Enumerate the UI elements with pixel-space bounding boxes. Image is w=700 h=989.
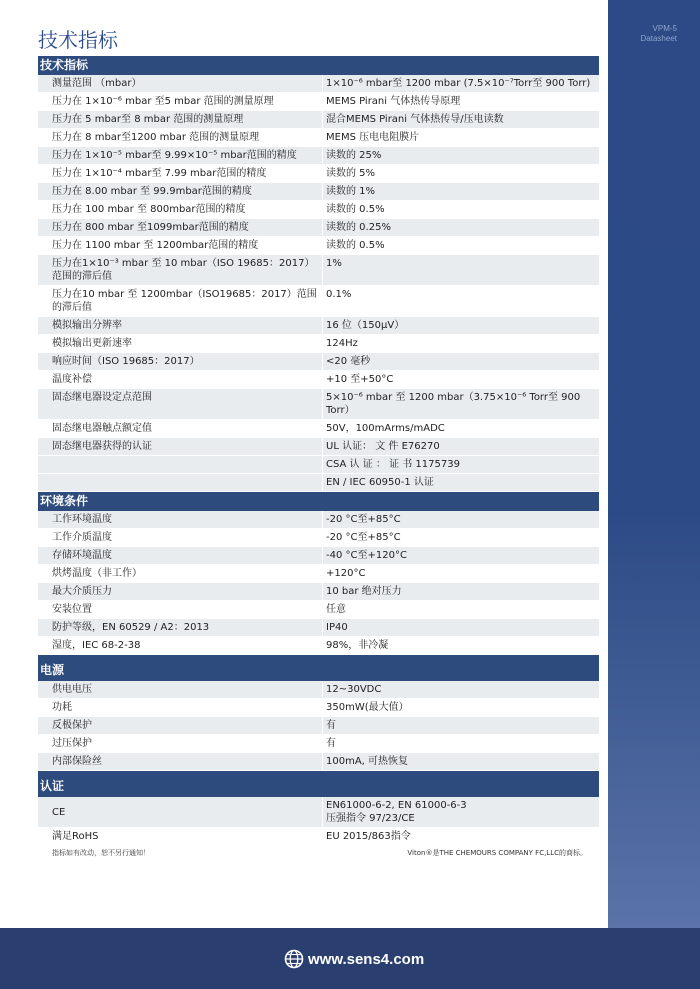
table-row — [38, 699, 599, 717]
row-label: 压力在 1×10⁻⁶ mbar 至5 mbar 范围的测量原理 — [38, 93, 322, 110]
page-title: 技术指标 — [38, 28, 118, 52]
row-value: 有 — [322, 735, 599, 752]
row-label: 压力在 800 mbar 至1099mbar范围的精度 — [38, 219, 322, 236]
table-row — [38, 456, 599, 474]
row-label: 过压保护 — [38, 735, 322, 752]
row-label: 烘烤温度（非工作） — [38, 565, 322, 582]
table-row — [38, 147, 599, 165]
row-label: 模拟输出分辨率 — [38, 317, 322, 334]
row-value: 16 位（150μV） — [322, 317, 599, 334]
row-value: 1×10⁻⁶ mbar至 1200 mbar (7.5×10⁻⁷Torr至 900 Torr) — [322, 75, 599, 92]
row-label — [38, 456, 322, 473]
section-header-specs: 技术指标 — [38, 56, 599, 75]
table-row — [38, 237, 599, 255]
table-row — [38, 753, 599, 771]
website-url: www.sens4.com — [308, 950, 425, 968]
row-label: 固态继电器设定点范围 — [38, 389, 322, 419]
row-value: 混合MEMS Pirani 气体热传导/压电读数 — [322, 111, 599, 128]
table-row — [38, 681, 599, 699]
row-value: 98%，非冷凝 — [322, 637, 599, 654]
row-value: 124Hz — [322, 335, 599, 352]
row-value: -20 °C至+85°C — [322, 529, 599, 546]
table-row — [38, 565, 599, 583]
table-row — [38, 735, 599, 753]
row-label: 工作介质温度 — [38, 529, 322, 546]
row-value: EN / IEC 60950-1 认证 — [322, 474, 599, 491]
table-row — [38, 828, 599, 846]
row-value: 12~30VDC — [322, 681, 599, 698]
section-header-power: 电源 — [38, 655, 599, 681]
table-row — [38, 583, 599, 601]
row-value: IP40 — [322, 619, 599, 636]
row-value: 读数的 0.5% — [322, 201, 599, 218]
row-value: 50V，100mArms/mADC — [322, 420, 599, 437]
row-label: 压力在 1×10⁻⁵ mbar至 9.99×10⁻⁵ mbar范围的精度 — [38, 147, 322, 164]
row-label: 最大介质压力 — [38, 583, 322, 600]
table-row — [38, 619, 599, 637]
side-band — [608, 0, 700, 928]
row-value: 5×10⁻⁶ mbar 至 1200 mbar（3.75×10⁻⁶ Torr至 900 Torr） — [322, 389, 599, 419]
row-value: CSA 认 证 ： 证 书 1175739 — [322, 456, 599, 473]
table-row — [38, 93, 599, 111]
row-label: 满足RoHS — [38, 828, 322, 845]
row-value: 1% — [322, 255, 599, 285]
table-row — [38, 474, 599, 492]
table-row — [38, 286, 599, 317]
row-value: 读数的 1% — [322, 183, 599, 200]
row-label: 工作环境温度 — [38, 511, 322, 528]
row-value: -20 °C至+85°C — [322, 511, 599, 528]
row-label: 安装位置 — [38, 601, 322, 618]
doc-code — [641, 24, 677, 44]
row-value: 有 — [322, 717, 599, 734]
table-row — [38, 371, 599, 389]
table-row — [38, 219, 599, 237]
doc-code-label: VPM-5 — [652, 24, 677, 33]
row-value: -40 °C至+120°C — [322, 547, 599, 564]
row-label: 测量范围 （mbar） — [38, 75, 322, 92]
table-row — [38, 389, 599, 420]
row-label: 固态继电器触点额定值 — [38, 420, 322, 437]
row-value: 读数的 5% — [322, 165, 599, 182]
row-label: 压力在 8.00 mbar 至 99.9mbar范围的精度 — [38, 183, 322, 200]
row-label: 防护等级，EN 60529 / A2：2013 — [38, 619, 322, 636]
row-value: UL 认证： 文 件 E76270 — [322, 438, 599, 455]
table-row — [38, 637, 599, 655]
row-label: 存储环境温度 — [38, 547, 322, 564]
doc-type-label: Datasheet — [640, 34, 677, 43]
table-row — [38, 511, 599, 529]
table-row — [38, 797, 599, 828]
row-value: MEMS Pirani 气体热传导原理 — [322, 93, 599, 110]
table-row — [38, 529, 599, 547]
change-notice: 指标如有改动，恕不另行通知！ — [52, 849, 150, 857]
row-label: 压力在 1×10⁻⁴ mbar至 7.99 mbar范围的精度 — [38, 165, 322, 182]
row-label: 压力在 5 mbar至 8 mbar 范围的测量原理 — [38, 111, 322, 128]
globe-icon — [284, 949, 304, 969]
row-value: EU 2015/863指令 — [322, 828, 599, 845]
row-value: 任意 — [322, 601, 599, 618]
table-row — [38, 420, 599, 438]
row-value: MEMS 压电电阻膜片 — [322, 129, 599, 146]
row-label: 压力在10 mbar 至 1200mbar（ISO19685：2017）范围的滞后值 — [38, 286, 322, 316]
table-row — [38, 438, 599, 456]
row-label: 固态继电器获得的认证 — [38, 438, 322, 455]
table-row — [38, 183, 599, 201]
row-label: 模拟输出更新速率 — [38, 335, 322, 352]
table-row — [38, 111, 599, 129]
table-row — [38, 317, 599, 335]
trademark-note: Viton®是THE CHEMOURS COMPANY FC,LLC的商标。 — [407, 849, 587, 857]
table-row — [38, 717, 599, 735]
row-label: 供电电压 — [38, 681, 322, 698]
row-label: 响应时间（ISO 19685：2017） — [38, 353, 322, 370]
row-value: 10 bar 绝对压力 — [322, 583, 599, 600]
row-label: 内部保险丝 — [38, 753, 322, 770]
row-label: 压力在 8 mbar至1200 mbar 范围的测量原理 — [38, 129, 322, 146]
table-row — [38, 75, 599, 93]
row-label — [38, 474, 322, 491]
row-label: 反极保护 — [38, 717, 322, 734]
footnotes — [38, 848, 599, 858]
row-value: 350mW(最大值） — [322, 699, 599, 716]
footer-band — [0, 928, 700, 989]
section-header-environment: 环境条件 — [38, 492, 599, 511]
website-link[interactable] — [284, 948, 424, 970]
row-label: CE — [38, 797, 322, 827]
table-row — [38, 601, 599, 619]
row-value: +120°C — [322, 565, 599, 582]
table-row — [38, 335, 599, 353]
row-label: 压力在1×10⁻³ mbar 至 10 mbar（ISO 19685：2017）范围的滞后值 — [38, 255, 322, 285]
table-row — [38, 201, 599, 219]
row-label: 功耗 — [38, 699, 322, 716]
table-row — [38, 353, 599, 371]
section-header-certification: 认证 — [38, 771, 599, 797]
row-value: 读数的 0.5% — [322, 237, 599, 254]
table-row — [38, 255, 599, 286]
row-value: <20 毫秒 — [322, 353, 599, 370]
spec-table — [38, 56, 599, 858]
row-label: 压力在 1100 mbar 至 1200mbar范围的精度 — [38, 237, 322, 254]
row-value: 读数的 0.25% — [322, 219, 599, 236]
row-label: 压力在 100 mbar 至 800mbar范围的精度 — [38, 201, 322, 218]
table-row — [38, 547, 599, 565]
row-value: 读数的 25% — [322, 147, 599, 164]
row-value: 100mA, 可热恢复 — [322, 753, 599, 770]
row-value: EN61000-6-2, EN 61000-6-3 压强指令 97/23/CE — [322, 797, 599, 827]
row-label: 湿度，IEC 68-2-38 — [38, 637, 322, 654]
table-row — [38, 165, 599, 183]
row-value: +10 至+50°C — [322, 371, 599, 388]
table-row — [38, 129, 599, 147]
row-value: 0.1% — [322, 286, 599, 316]
row-label: 温度补偿 — [38, 371, 322, 388]
